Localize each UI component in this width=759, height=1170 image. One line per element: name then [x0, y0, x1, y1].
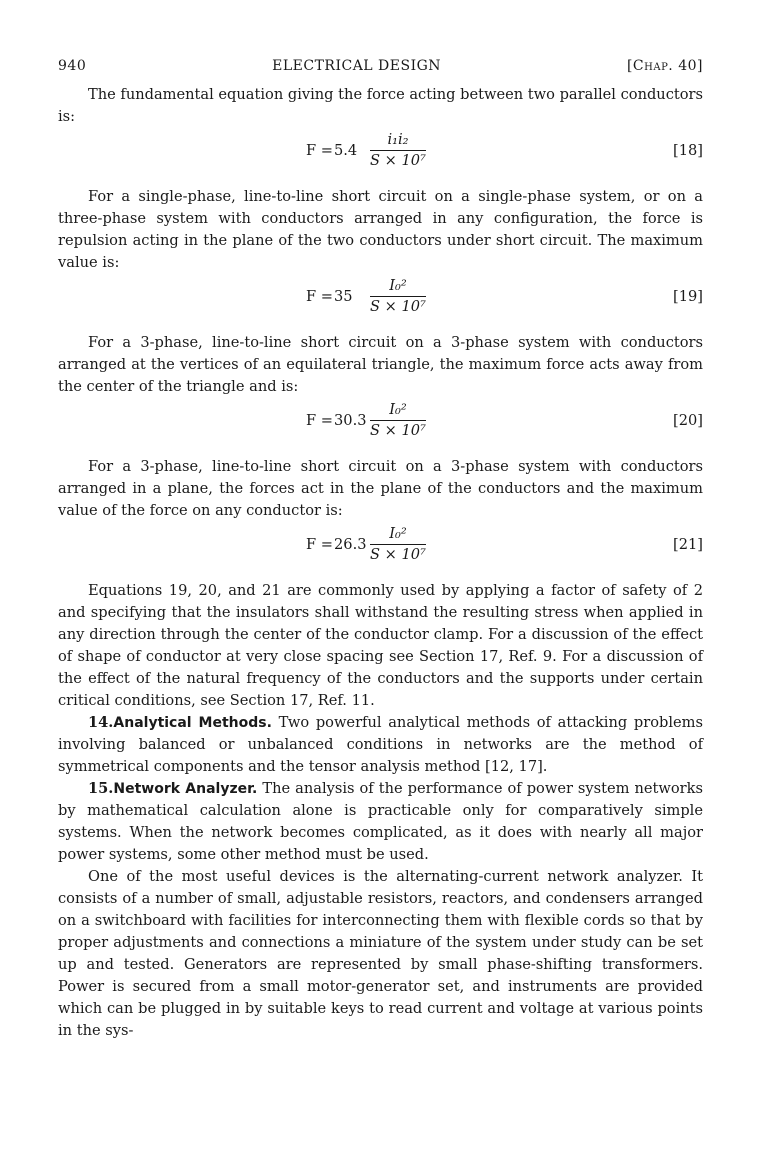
equation-denominator: S × 10⁷	[370, 546, 426, 563]
equation-coefficient: 35	[334, 288, 353, 305]
equation-18	[58, 128, 703, 186]
equation-tag: [19]	[673, 288, 703, 305]
equation-fraction	[370, 130, 426, 171]
equation-lhs: F =	[306, 536, 333, 553]
equation-19	[58, 274, 703, 332]
section-heading: Network Analyzer.	[113, 781, 258, 797]
equation-tag: [21]	[673, 536, 703, 553]
equation-fraction	[370, 276, 426, 317]
equation-lhs: F =	[306, 288, 333, 305]
equation-numerator: I₀²	[370, 276, 426, 297]
paragraph-1: The fundamental equation giving the force acting between two parallel conductors is:	[58, 86, 703, 125]
running-header	[58, 58, 703, 84]
page-number: 940	[58, 58, 87, 74]
equation-tag: [18]	[673, 142, 703, 159]
equation-numerator: I₀²	[370, 400, 426, 421]
section-number: 15.	[88, 780, 114, 797]
equation-coefficient: 5.4	[334, 142, 358, 159]
equation-denominator: S × 10⁷	[370, 298, 426, 315]
equation-coefficient: 30.3	[334, 412, 367, 429]
section-number: 14.	[88, 714, 114, 731]
page	[58, 58, 703, 1042]
section-heading: Analytical Methods.	[113, 715, 272, 731]
equation-20	[58, 398, 703, 456]
section-14-paragraph	[58, 712, 703, 778]
equation-tag: [20]	[673, 412, 703, 429]
section-15-paragraph	[58, 778, 703, 866]
equation-fraction	[370, 524, 426, 565]
paragraph-5: Equations 19, 20, and 21 are commonly used by applying a factor of safety of 2 and specifying that the insulators shall withstand the resulting stress when applied in any direction through the center of the conductor clamp. For a discussion of the effect of shape of conductor at very close spacing see Section 17, Ref. 9. For a discussion of the effect of the natural frequency of the conductors and the supports under certain critical conditions, see Section 17, Ref. 11.	[58, 582, 703, 709]
equation-denominator: S × 10⁷	[370, 422, 426, 439]
section-body: The analysis of the performance of power system networks by mathematical calculation alone is practicable only for comparatively simple systems. When the network becomes complicated, as it does with nearly all major power systems, some other method must be used.	[58, 780, 703, 863]
equation-numerator: i₁i₂	[370, 130, 426, 151]
equation-21	[58, 522, 703, 580]
equation-lhs: F =	[306, 412, 333, 429]
paragraph-2: For a single-phase, line-to-line short circuit on a single-phase system, or on a three-phase system with conductors arranged in any configuration, the force is repulsion acting in the plane of the two conductors under short circuit. The maximum value is:	[58, 188, 703, 271]
running-title: ELECTRICAL DESIGN	[272, 58, 442, 74]
equation-fraction	[370, 400, 426, 441]
equation-lhs: F =	[306, 142, 333, 159]
paragraph-4: For a 3-phase, line-to-line short circuit on a 3-phase system with conductors arranged in a plane, the forces act in the plane of the conductors and the maximum value of the force on any conductor is:	[58, 458, 703, 519]
equation-numerator: I₀²	[370, 524, 426, 545]
paragraph-8: One of the most useful devices is the alternating-current network analyzer. It consists of a number of small, adjustable resistors, reactors, and condensers arranged on a switchboard with facilities for interconnecting them with flexible cords so that by proper adjustments and connections a miniature of the system under study can be set up and tested. Generators are represented by small phase-shifting transformers. Power is secured from a small motor-generator set, and instruments are provided which can be plugged in by suitable keys to read current and voltage at various points in the sys-	[58, 868, 703, 1039]
equation-coefficient: 26.3	[334, 536, 367, 553]
paragraph-3: For a 3-phase, line-to-line short circuit on a 3-phase system with conductors arranged at the vertices of an equilateral triangle, the maximum force acts away from the center of the triangle and is:	[58, 334, 703, 395]
chapter-label: [Chap. 40]	[626, 58, 703, 74]
section-body: Two powerful analytical methods of attacking problems involving balanced or unbalanced conditions in networks are the method of symmetrical components and the tensor analysis method [12, 17].	[58, 714, 703, 775]
equation-denominator: S × 10⁷	[370, 152, 426, 169]
